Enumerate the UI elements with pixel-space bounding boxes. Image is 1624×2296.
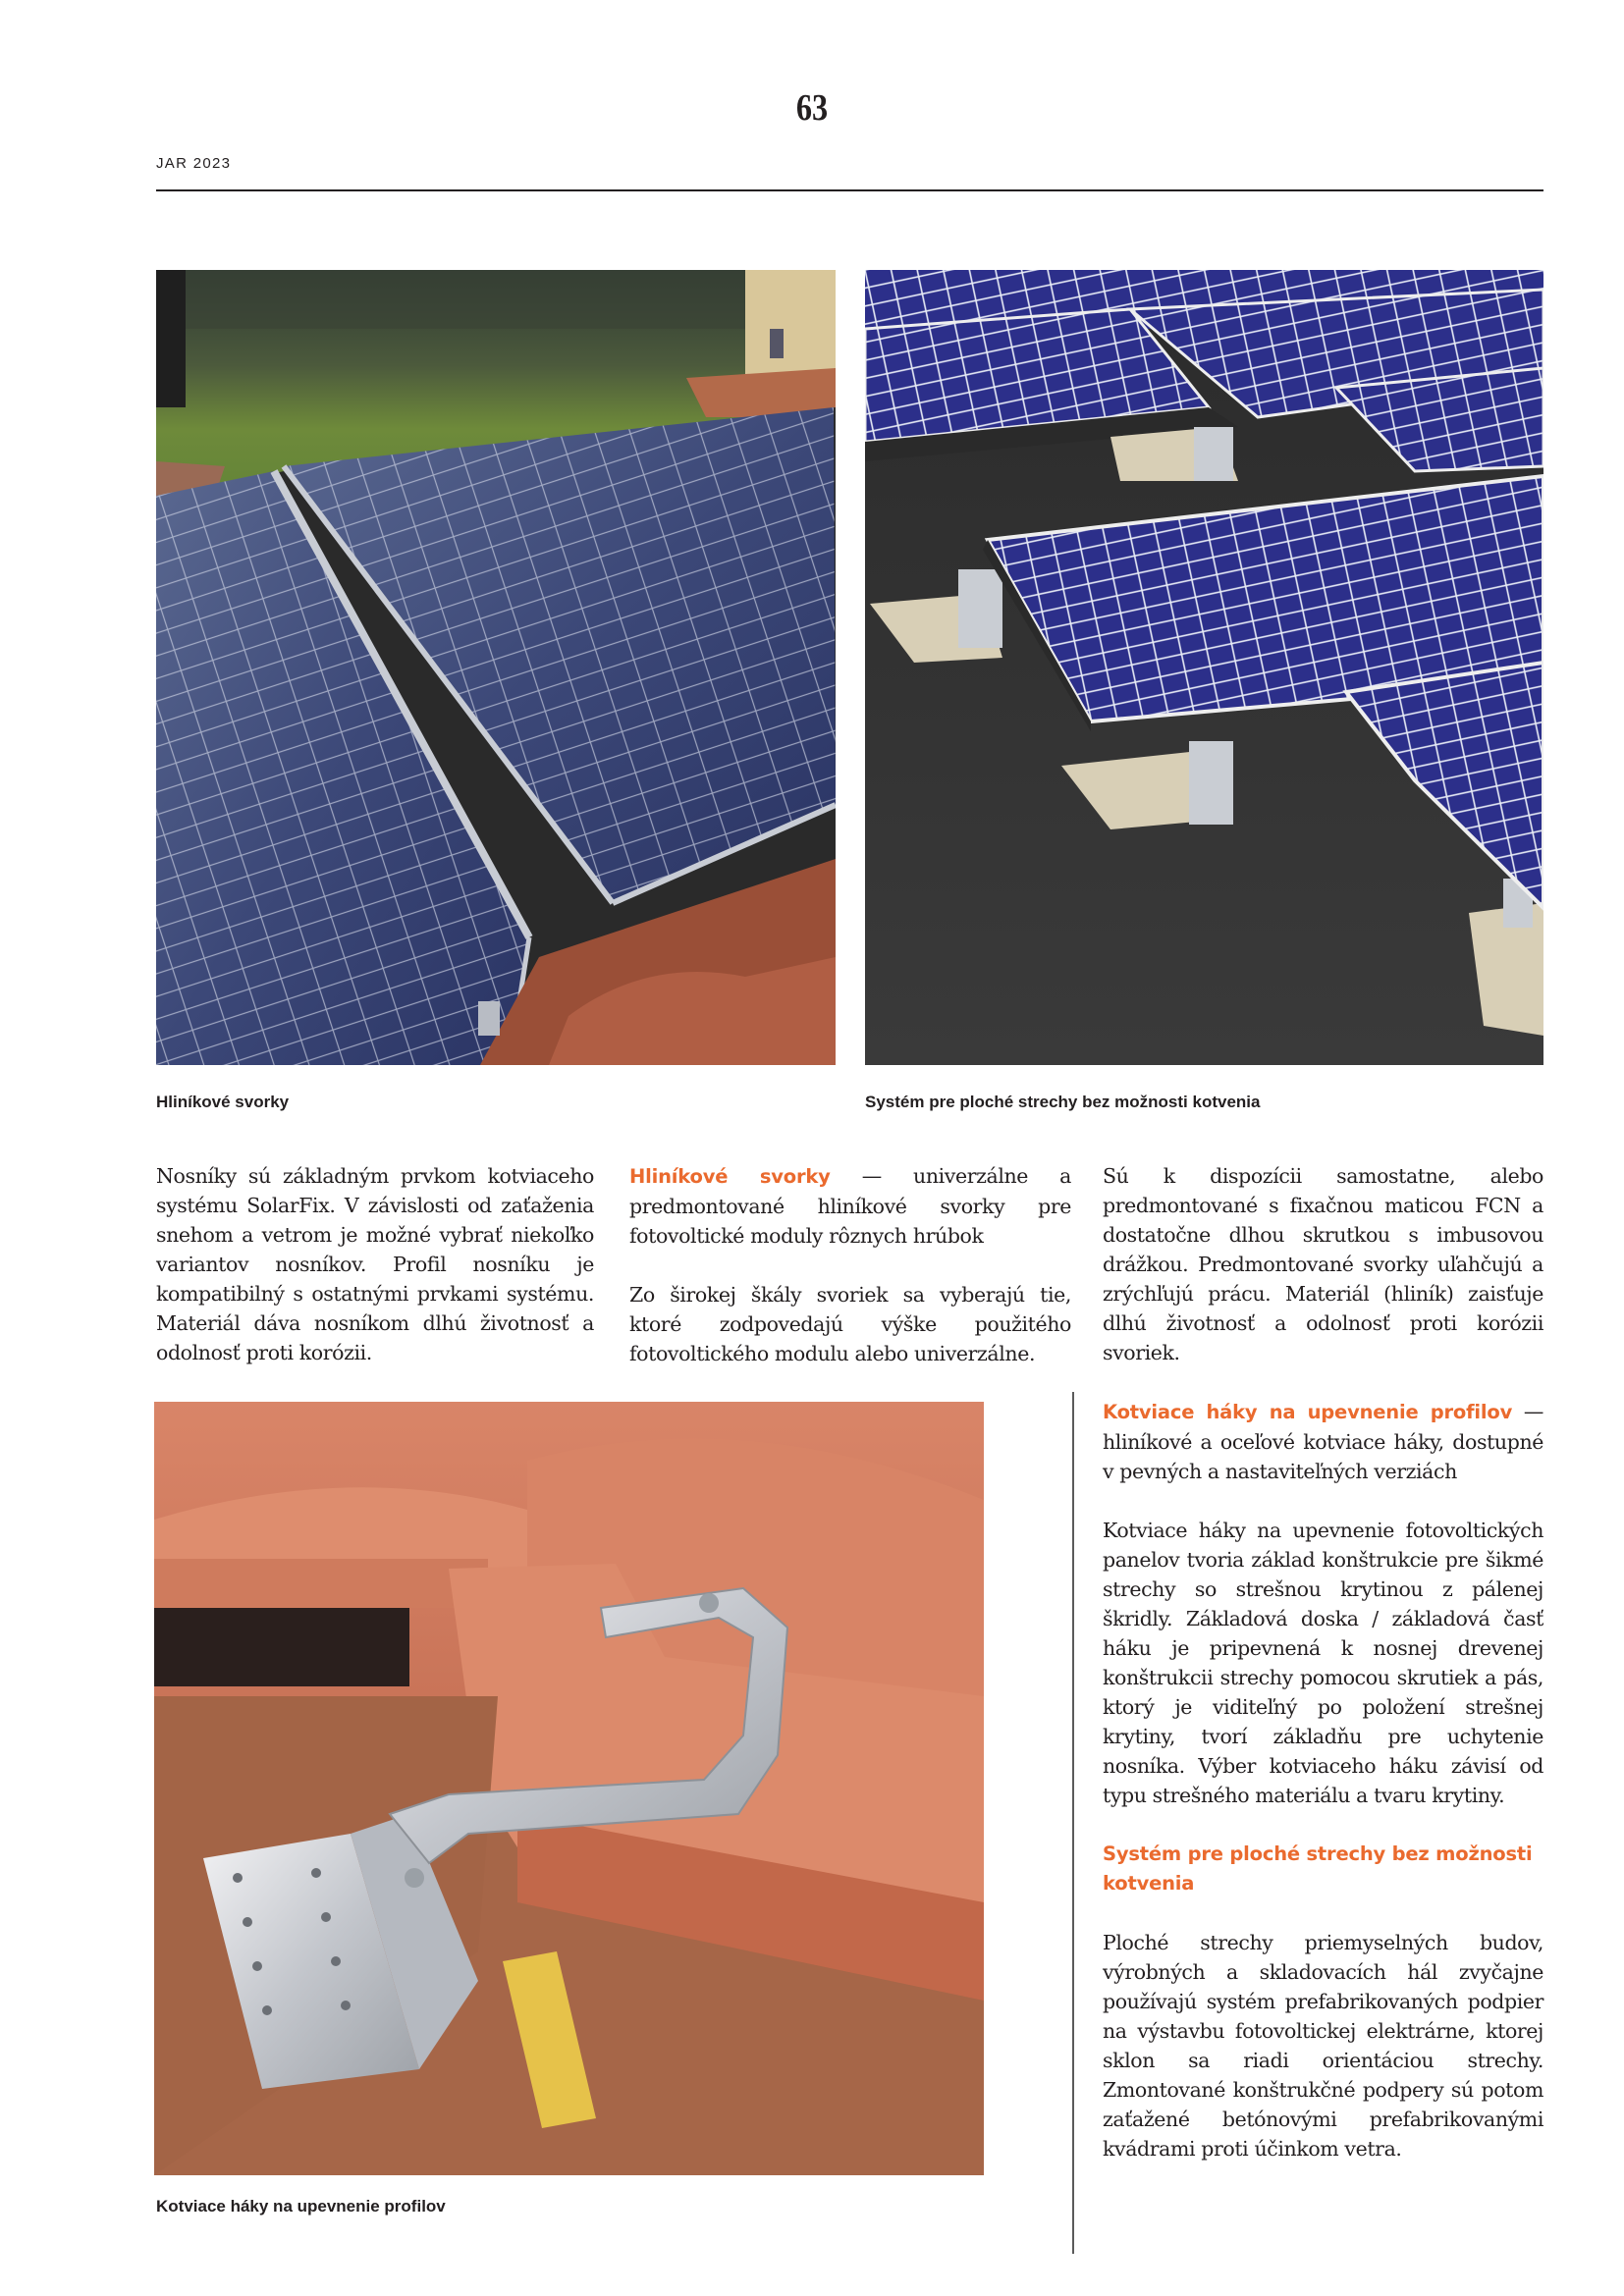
caption-aluminium-clamps: Hliníkové svorky: [156, 1093, 290, 1111]
photo-roof-hook: [154, 1402, 984, 2175]
column-divider: [1072, 1392, 1074, 2254]
text-column-1: [156, 1161, 594, 1367]
text-column-3-sections: [1103, 1397, 1543, 2163]
lead-text: — hliníkové a oceľové kotviace háky, dostupné v pevných a nastaviteľných verziách: [1103, 1400, 1543, 1483]
caption-roof-hooks: Kotviace háky na upevnenie profilov: [156, 2197, 446, 2216]
paragraph: Sú k dispozícii samostatne, alebo predmontované s fixačnou maticou FCN a dostatočne dlhou skrutkou s imbusovou drážkou. Predmontované svorky uľahčujú a zrýchľujú prácu. Materiál (hliník) zaisťuje dlhú životnosť a odolnosť proti korózii svoriek.: [1103, 1164, 1543, 1364]
paragraph: Ploché strechy priemyselných budov, výrobných a skladovacích hál zvyčajne používajú systém prefabrikovaných podpier na výstavbu fotovoltickej elektrárne, ktorej sklon sa riadi orientáciou strechy. Zmontované konštrukčné podpery sú potom zaťažené betónovými prefabrikovanými kvádrami proti účinkom vetra.: [1103, 1931, 1543, 2161]
lead-paragraph: [629, 1161, 1071, 1251]
header-divider: [156, 189, 1543, 191]
lead-text: — univerzálne a predmontované hliníkové svorky pre fotovoltické moduly rôznych hrúbok: [629, 1164, 1071, 1248]
text-column-2: [629, 1161, 1071, 1368]
page-number: 63: [795, 87, 829, 129]
section-heading: Systém pre ploché strechy bez možnosti kotvenia: [1103, 1842, 1533, 1895]
photo-aluminium-clamps: [156, 270, 836, 1065]
issue-label: JAR 2023: [156, 155, 232, 172]
highlight-term: Kotviace háky na upevnenie profilov: [1103, 1401, 1513, 1423]
photo-flat-roof-system: [865, 270, 1543, 1065]
caption-flat-roof-system: Systém pre ploché strechy bez možnosti kotvenia: [865, 1093, 1261, 1111]
text-column-3-intro: [1103, 1161, 1543, 1367]
lead-paragraph: [1103, 1397, 1543, 1486]
paragraph: Kotviace háky na upevnenie fotovoltických panelov tvoria základ konštrukcie pre šikmé strechy so strešnou krytinou z pálenej škridly. Základová doska / základová časť háku je pripevnená k nosnej drevenej konštrukcii strechy pomocou skrutiek a pás, ktorý je viditeľný po položení strešnej krytiny, tvorí základňu pre uchytenie nosníka. Výber kotviaceho háku závisí od typu strešného materiálu a tvaru krytiny.: [1103, 1519, 1543, 1807]
highlight-term: Hliníkové svorky: [629, 1165, 831, 1188]
paragraph: Nosníky sú základným prvkom kotviaceho systému SolarFix. V závislosti od zaťaženia snehom a vetrom je možné vybrať niekoľko variantov nosníkov. Profil nosníku je kompatibilný s ostatnými prvkami systému. Materiál dáva nosníkom dlhú životnosť a odolnosť proti korózii.: [156, 1164, 594, 1364]
paragraph: Zo širokej škály svoriek sa vyberajú tie, ktoré zodpovedajú výške použitého fotovoltického modulu alebo univerzálne.: [629, 1283, 1071, 1365]
